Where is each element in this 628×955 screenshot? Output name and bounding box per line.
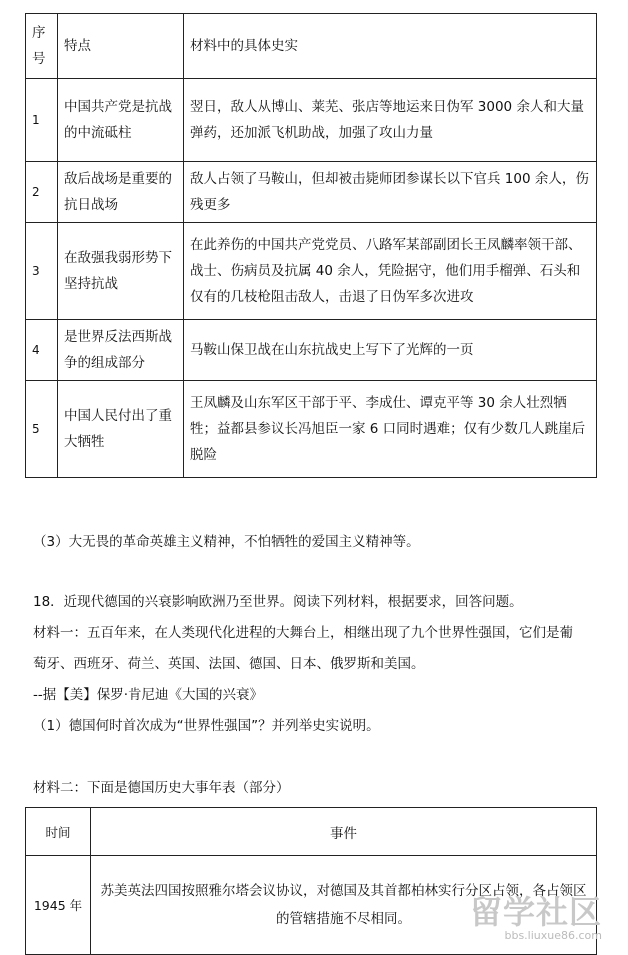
header-feature: 特点 [58, 14, 184, 79]
row-feature: 是世界反法西斯战争的组成部分 [58, 320, 184, 381]
row-feature: 中国共产党是抗战的中流砥柱 [58, 79, 184, 162]
table-row [26, 320, 597, 381]
row-serial: 4 [26, 320, 58, 381]
row-feature: 中国人民付出了重大牺牲 [58, 381, 184, 478]
row-serial: 5 [26, 381, 58, 478]
watermark-logo [470, 887, 602, 942]
row-serial: 3 [26, 223, 58, 320]
answer-3: （3）大无畏的革命英雄主义精神，不怕牺牲的爱国主义精神等。 [33, 534, 420, 550]
row-fact: 马鞍山保卫战在山东抗战史上写下了光辉的一页 [184, 320, 597, 381]
row-serial: 2 [26, 162, 58, 223]
history-facts-table [25, 13, 597, 478]
header-facts: 材料中的具体史实 [184, 14, 597, 79]
table-row [26, 162, 597, 223]
material-1-line-2: 萄牙、西班牙、荷兰、英国、法国、德国、日本、俄罗斯和美国。 [33, 656, 425, 672]
header-time: 时间 [26, 808, 91, 856]
material-1-source: --据【美】保罗·肯尼迪《大国的兴衰》 [33, 687, 264, 703]
table-header-row [26, 808, 597, 856]
row-fact: 翌日，敌人从博山、莱芜、张店等地运来日伪军 3000 余人和大量弹药，还加派飞机助战，加强了攻山力量 [184, 79, 597, 162]
row-feature: 在敌强我弱形势下坚持抗战 [58, 223, 184, 320]
material-1-line-1: 材料一：五百年来，在人类现代化进程的大舞台上，相继出现了九个世界性强国，它们是葡 [33, 625, 573, 641]
table-row [26, 79, 597, 162]
material-2-intro: 材料二：下面是德国历史大事年表（部分） [33, 780, 290, 796]
row-fact: 王凤麟及山东军区干部于平、李成仕、谭克平等 30 余人壮烈牺牲；益都县参议长冯旭臣一家 6 口同时遇难；仅有少数几人跳崖后脱险 [184, 381, 597, 478]
header-event: 事件 [91, 808, 597, 856]
question-18-stem: 18．近现代德国的兴衰影响欧洲乃至世界。阅读下列材料，根据要求，回答问题。 [33, 594, 523, 610]
question-1: （1）德国何时首次成为“世界性强国”？并列举史实说明。 [33, 718, 380, 734]
row-time: 1945 年 [26, 856, 91, 955]
table-header-row [26, 14, 597, 79]
table-row [26, 223, 597, 320]
row-event: 苏美英法四国按照雅尔塔会议协议，对德国及其首都柏林实行分区占领，各占领区的管辖措施不尽相同。 [91, 856, 597, 955]
watermark-text: 留学社区 [469, 893, 602, 931]
row-feature: 敌后战场是重要的抗日战场 [58, 162, 184, 223]
row-fact: 敌人占领了马鞍山，但却被击毙师团参谋长以下官兵 100 余人，伤残更多 [184, 162, 597, 223]
row-fact: 在此养伤的中国共产党党员、八路军某部副团长王凤麟率领干部、战士、伤病员及抗属 40 余人，凭险据守，他们用手榴弹、石头和仅有的几枝枪阻击敌人，击退了日伪军多次进攻 [184, 223, 597, 320]
watermark-url: bbs.liuxue86.com [504, 929, 602, 942]
table-row [26, 381, 597, 478]
row-serial: 1 [26, 79, 58, 162]
header-serial: 序号 [26, 14, 58, 79]
